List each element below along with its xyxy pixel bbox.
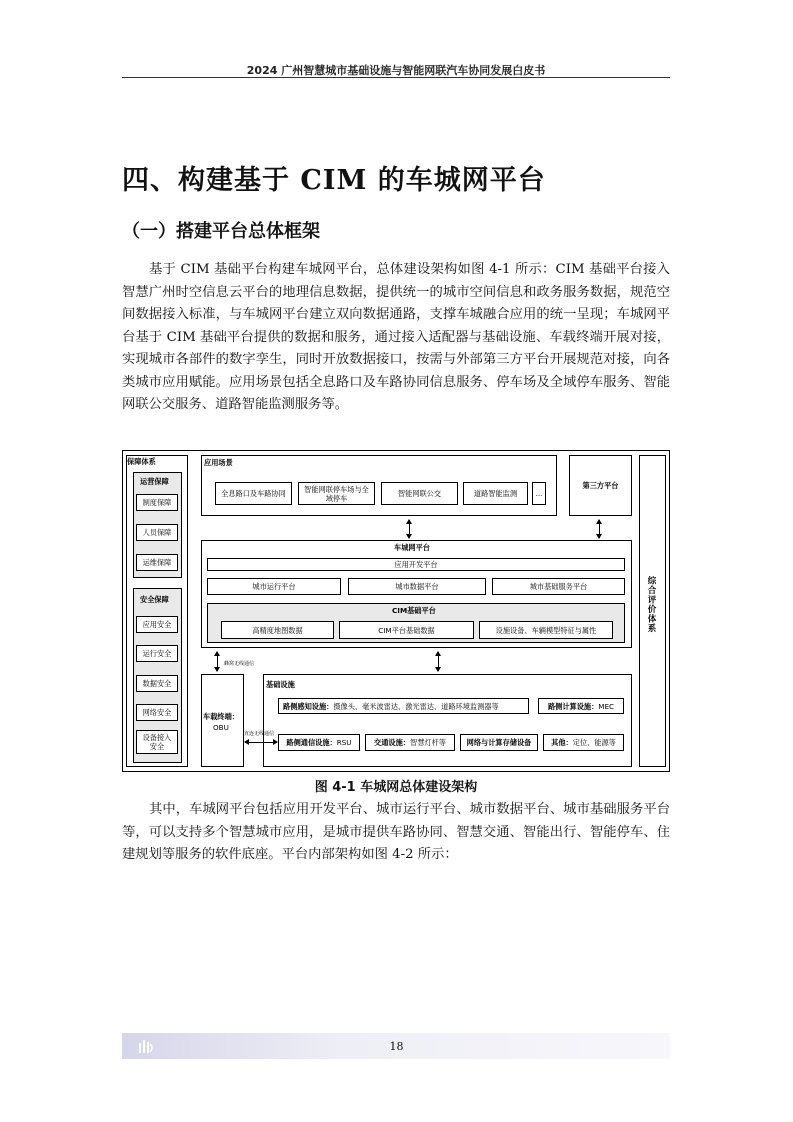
security-item: 数据安全 <box>136 675 178 692</box>
compute-facility <box>538 698 624 714</box>
guarantee-title: 保障体系 <box>127 457 156 466</box>
app-scene-item: 智能网联公交 <box>381 482 458 505</box>
vehicle-terminal-title: 车载终端： <box>203 712 239 721</box>
third-party-platform: 第三方平台 <box>569 455 632 516</box>
subsection-title: （一）搭建平台总体框架 <box>122 221 320 242</box>
scene-platform-arrow <box>409 520 410 538</box>
evaluation-title: 综合评价体系 <box>646 576 656 633</box>
app-dev-platform: 应用开发平台 <box>207 558 625 571</box>
traffic-value: 智慧灯杆等 <box>410 738 446 747</box>
comm-label: 路侧通信设施： <box>286 738 337 747</box>
obu-label: OBU <box>213 723 229 732</box>
ops-item: 运维保障 <box>136 554 178 571</box>
figure-caption: 图 4-1 车城网总体建设架构 <box>314 780 478 795</box>
infrastructure-panel <box>263 674 632 767</box>
traffic-label: 交通设施： <box>374 738 410 747</box>
compute-label: 路侧计算设施： <box>547 701 599 711</box>
security-item: 网络安全 <box>136 704 178 721</box>
other-value: 定位、能源等 <box>572 738 616 747</box>
platform-infra-arrow <box>438 652 439 671</box>
other-label: 其他： <box>551 738 573 747</box>
cim-item: 设施设备、车辆模型特征与属性 <box>479 621 613 639</box>
third-party-arrow <box>599 520 600 538</box>
security-item: 运行安全 <box>136 645 178 662</box>
ops-item: 人员保障 <box>136 524 178 541</box>
app-scene-item: 道路智能监测 <box>463 482 528 505</box>
other-facility <box>543 734 624 751</box>
cellular-arrow <box>217 652 218 671</box>
infrastructure-title: 基础设施 <box>266 680 295 689</box>
cim-item: CIM平台基础数据 <box>339 621 474 639</box>
header-rule <box>122 77 670 78</box>
app-scene-item: 全息路口及车路协同 <box>215 482 292 505</box>
cellular-label: 蜂窝无线通信 <box>224 661 255 667</box>
platform-row-item: 城市数据平台 <box>348 578 486 595</box>
comm-value: RSU <box>336 738 352 747</box>
perception-value: 摄像头、毫米波雷达、激光雷达、道路环境监测器等 <box>333 701 499 711</box>
platform-row-item: 城市基础服务平台 <box>492 578 625 595</box>
app-scene-item: 智能网联停车场与全域停车 <box>298 482 375 505</box>
page-number: 18 <box>389 1040 404 1053</box>
platform-title: 车城网平台 <box>394 543 430 552</box>
security-item: 应用安全 <box>136 616 178 633</box>
direct-wireless-label: 直连无线通信 <box>244 731 275 737</box>
app-scene-more: ... <box>532 482 546 505</box>
perception-label: 路侧感知设施： <box>283 701 334 711</box>
comm-facility <box>278 734 360 751</box>
traffic-facility <box>365 734 455 751</box>
network-storage: 网络与计算存储设备 <box>460 734 538 751</box>
section-title: 四、构建基于 CIM 的车城网平台 <box>122 165 546 196</box>
security-title: 安全保障 <box>140 595 169 604</box>
compute-value: MEC <box>598 701 615 711</box>
app-scene-title: 应用场景 <box>204 458 233 467</box>
ops-item: 制度保障 <box>136 494 178 511</box>
architecture-figure <box>122 450 670 772</box>
cim-title: CIM基础平台 <box>392 606 436 615</box>
running-header: 2024 广州智慧城市基础设施与智能网联汽车协同发展白皮书 <box>246 64 546 77</box>
perception-facility <box>278 698 529 714</box>
paragraph-2: 其中，车城网平台包括应用开发平台、城市运行平台、城市数据平台、城市基础服务平台等，可以支持多个智慧城市应用，是城市提供车路协同、智慧交通、智能出行、智能停车、住建规划等服务的软件底座。平台内部架构如图 4-2 所示： <box>122 802 670 862</box>
paragraph-1: 基于 CIM 基础平台构建车城网平台，总体建设架构如图 4-1 所示：CIM 基础平台接入智慧广州时空信息云平台的地理信息数据，提供统一的城市空间信息和政务服务数据，规范空间数据接入标准，与车城网平台建立双向数据通路，支撑车城融合应用的统一呈现；车城网平台基于 CIM 基础平台提供的数据和服务，通过接入适配器与基础设施、车载终端开展对接，实现城市各部件的数字孪生，同时开放数据接口，按需与外部第三方平台开展规范对接，向各类城市应用赋能。应用场景包括全息路口及车路协同信息服务、停车场及全域停车服务、智能网联公交服务、道路智能监测服务等。 <box>122 262 670 412</box>
security-item: 设备接入安全 <box>136 730 178 754</box>
cim-item: 高精度地图数据 <box>221 621 334 639</box>
direct-wireless-arrow <box>245 742 277 743</box>
platform-row-item: 城市运行平台 <box>207 578 341 595</box>
ops-title: 运营保障 <box>140 477 169 486</box>
